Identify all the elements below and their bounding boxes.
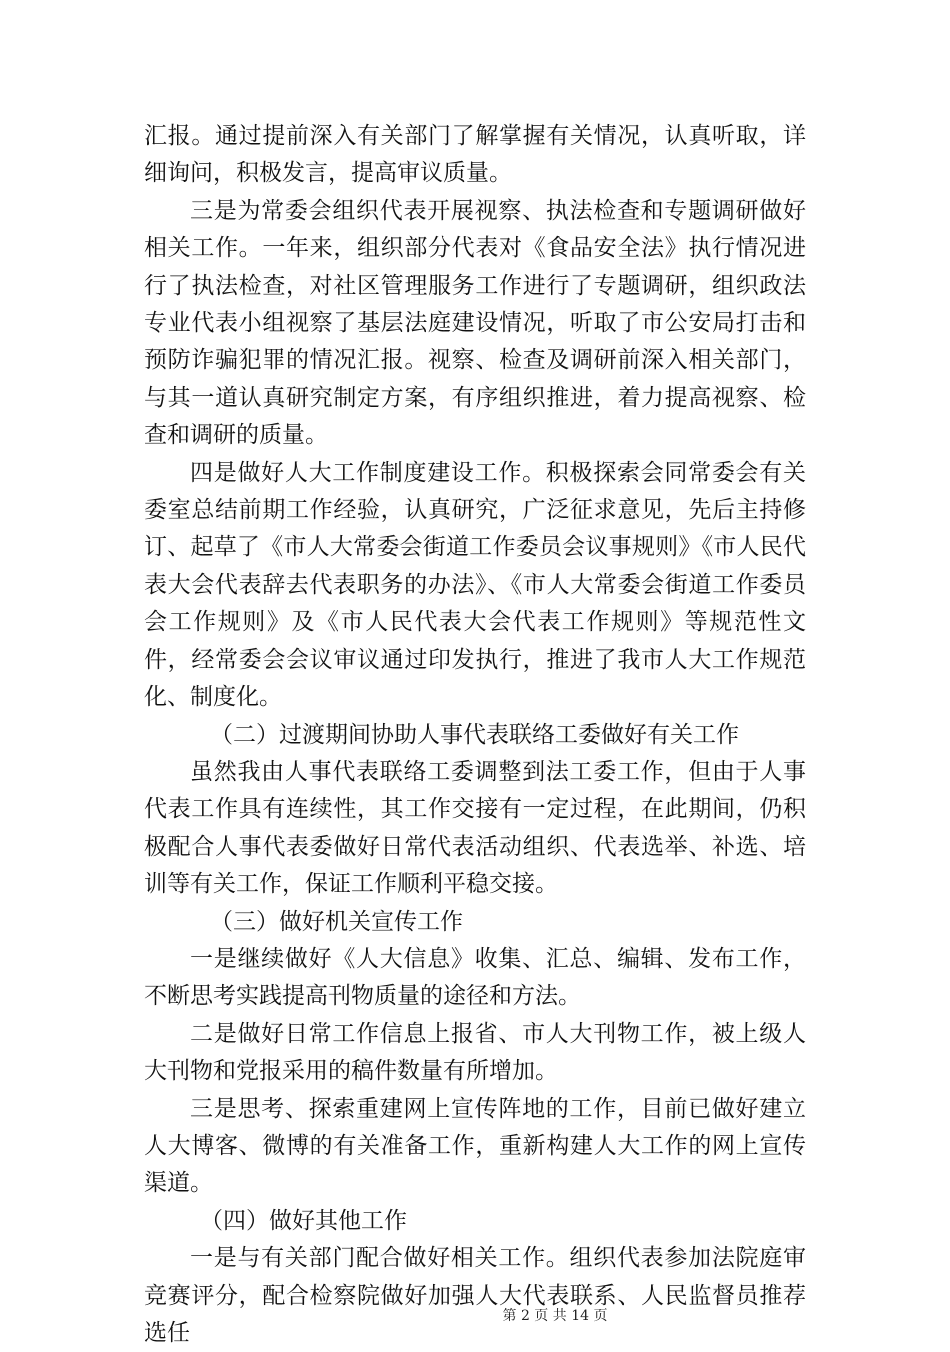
paragraph-continuation: 汇报。通过提前深入有关部门了解掌握有关情况，认真听取，详细询问，积极发言，提高审议质量。: [144, 123, 806, 187]
paragraph-publicity-1: 一是继续做好《人大信息》收集、汇总、编辑、发布工作，不断思考实践提高刊物质量的途径和方法。: [144, 945, 806, 1010]
paragraph-transition: 虽然我由人事代表联络工委调整到法工委工作，但由于人事代表工作具有连续性，其工作交接有一定过程，在此期间，仍积极配合人事代表委做好日常代表活动组织、代表选举、补选、培训等有关工作，保证工作顺利平稳交接。: [144, 758, 806, 898]
section-heading-2: （二）过渡期间协助人事代表联络工委做好有关工作: [210, 721, 739, 748]
document-body: [144, 118, 806, 1352]
paragraph-inspection-work: 三是为常委会组织代表开展视察、执法检查和专题调研做好相关工作。一年来，组织部分代表对《食品安全法》执行情况进行了执法检查，对社区管理服务工作进行了专题调研，组织政法专业代表小组视察了基层法庭建设情况，听取了市公安局打击和预防诈骗犯罪的情况汇报。视察、检查及调研前深入相关部门，与其一道认真研究制定方案，有序组织推进，着力提高视察、检查和调研的质量。: [144, 197, 806, 449]
paragraph-publicity-3: 三是思考、探索重建网上宣传阵地的工作，目前已做好建立人大博客、微博的有关准备工作，重新构建人大工作的网上宣传渠道。: [144, 1095, 806, 1197]
paragraph-publicity-2: 二是做好日常工作信息上报省、市人大刊物工作，被上级人大刊物和党报采用的稿件数量有所增加。: [144, 1020, 806, 1085]
section-heading-4: （四）做好其他工作: [200, 1207, 407, 1234]
page-number-footer: 第 2 页 共 14 页: [502, 1308, 608, 1324]
paragraph-other-work-1: 一是与有关部门配合做好相关工作。组织代表参加法院庭审竞赛评分，配合检察院做好加强人大代表联系、人民监督员推荐选任: [144, 1245, 806, 1346]
section-heading-3: （三）做好机关宣传工作: [210, 908, 463, 935]
paragraph-system-building: 四是做好人大工作制度建设工作。积极探索会同常委会有关委室总结前期工作经验，认真研究，广泛征求意见，先后主持修订、起草了《市人大常委会街道工作委员会议事规则》《市人民代表大会代表辞去代表职务的办法》、《市人大常委会街道工作委员会工作规则》及《市人民代表大会代表工作规则》等规范性文件，经常委会会议审议通过印发执行，推进了我市人大工作规范化、制度化。: [144, 459, 806, 711]
